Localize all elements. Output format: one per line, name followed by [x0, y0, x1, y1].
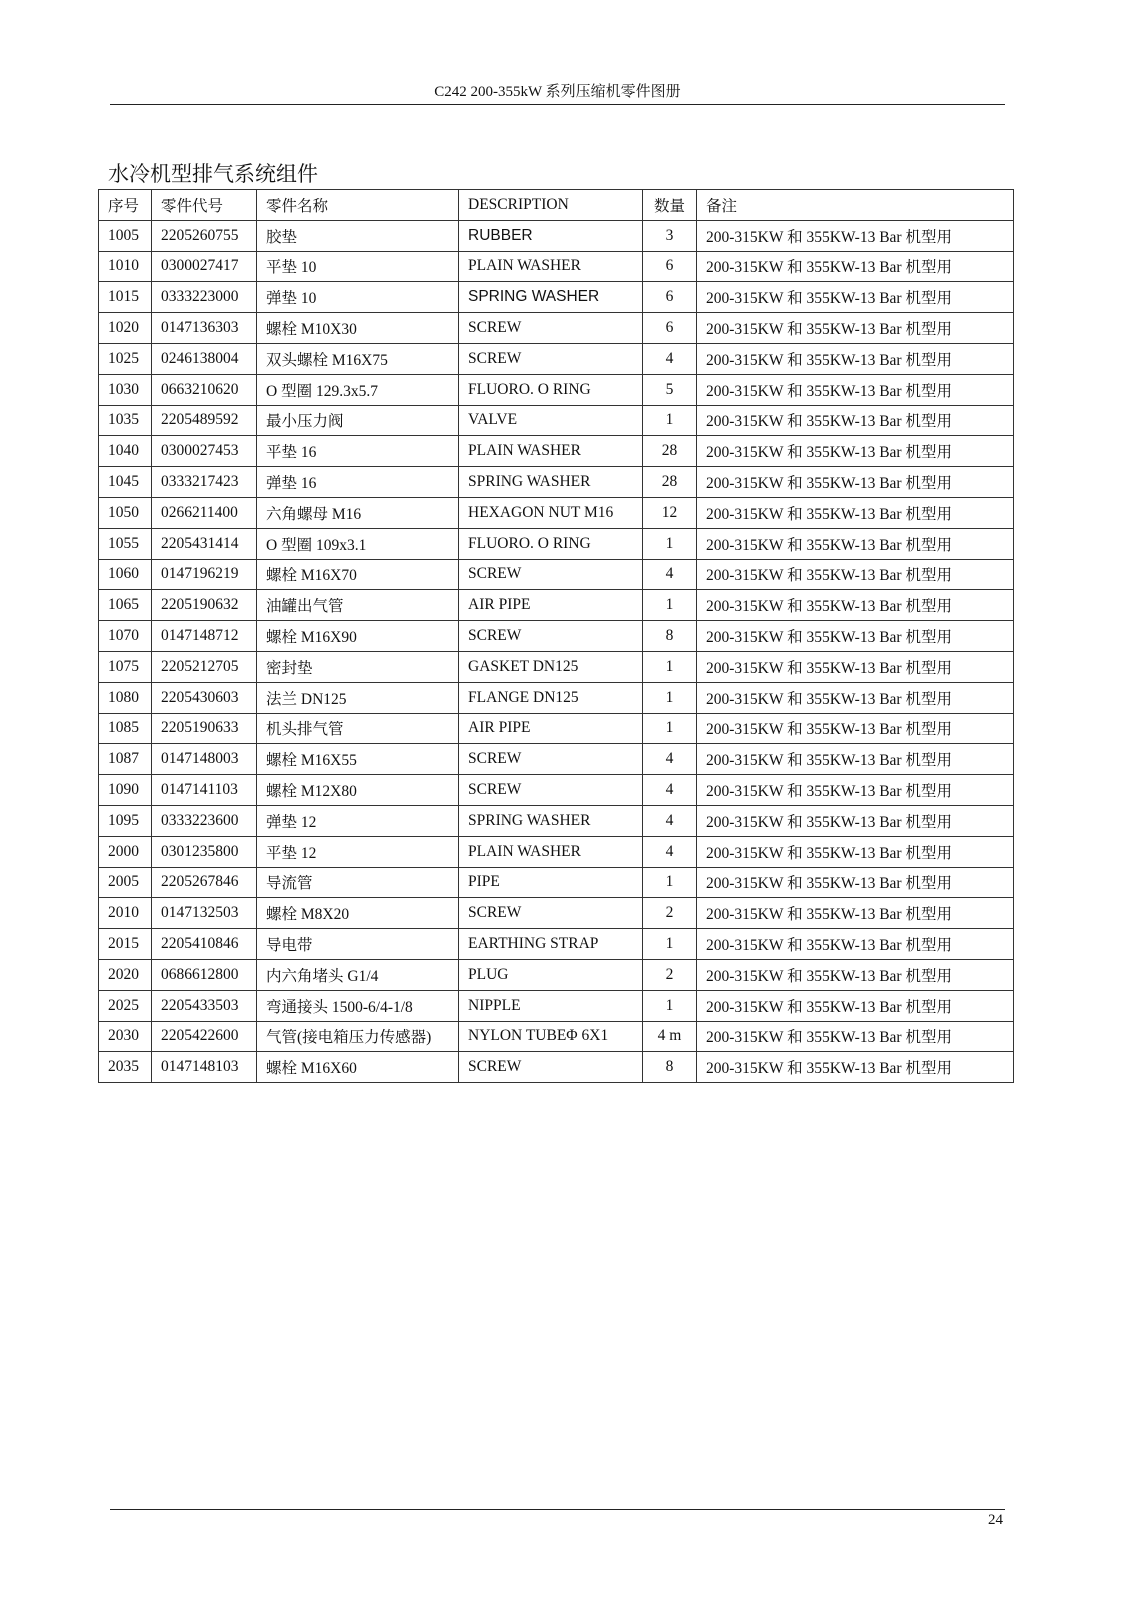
cell-quantity: 1 [643, 405, 697, 436]
cell-quantity: 2 [643, 959, 697, 990]
cell-part-name: 气管(接电箱压力传感器) [257, 1021, 459, 1052]
column-header-seq: 序号 [99, 190, 152, 221]
cell-part-name: 弯通接头 1500-6/4-1/8 [257, 990, 459, 1021]
cell-part-code: 2205430603 [152, 682, 257, 713]
cell-quantity: 5 [643, 374, 697, 405]
cell-seq: 1010 [99, 251, 152, 282]
cell-part-code: 2205260755 [152, 220, 257, 251]
table-row [99, 405, 1014, 436]
cell-description: HEXAGON NUT M16 [459, 497, 643, 528]
cell-description: NIPPLE [459, 990, 643, 1021]
cell-seq: 2005 [99, 867, 152, 898]
cell-part-name: 螺栓 M16X60 [257, 1052, 459, 1083]
cell-part-code: 2205433503 [152, 990, 257, 1021]
cell-description: FLANGE DN125 [459, 682, 643, 713]
cell-description: SCREW [459, 775, 643, 806]
table-row [99, 343, 1014, 374]
footer-rule [110, 1509, 1005, 1510]
cell-remarks: 200-315KW 和 355KW-13 Bar 机型用 [697, 590, 1014, 621]
cell-seq: 1090 [99, 775, 152, 806]
cell-remarks: 200-315KW 和 355KW-13 Bar 机型用 [697, 343, 1014, 374]
cell-seq: 1035 [99, 405, 152, 436]
cell-quantity: 1 [643, 929, 697, 960]
cell-seq: 1015 [99, 282, 152, 313]
cell-quantity: 1 [643, 990, 697, 1021]
cell-part-code: 2205489592 [152, 405, 257, 436]
table-row [99, 590, 1014, 621]
table-row [99, 1021, 1014, 1052]
page-number: 24 [988, 1512, 1003, 1528]
cell-part-code: 0301235800 [152, 836, 257, 867]
cell-seq: 1045 [99, 467, 152, 498]
cell-seq: 1020 [99, 313, 152, 344]
cell-quantity: 28 [643, 436, 697, 467]
cell-part-name: 机头排气管 [257, 713, 459, 744]
cell-seq: 2020 [99, 959, 152, 990]
cell-part-code: 2205190632 [152, 590, 257, 621]
cell-quantity: 4 [643, 744, 697, 775]
cell-quantity: 1 [643, 590, 697, 621]
document-header-title: C242 200-355kW 系列压缩机零件图册 [434, 84, 681, 100]
cell-description: SCREW [459, 898, 643, 929]
table-row [99, 374, 1014, 405]
cell-remarks: 200-315KW 和 355KW-13 Bar 机型用 [697, 867, 1014, 898]
cell-quantity: 8 [643, 621, 697, 652]
cell-part-code: 0266211400 [152, 497, 257, 528]
parts-table-body [99, 220, 1014, 1082]
cell-quantity: 1 [643, 651, 697, 682]
cell-quantity: 4 [643, 836, 697, 867]
cell-seq: 1030 [99, 374, 152, 405]
cell-remarks: 200-315KW 和 355KW-13 Bar 机型用 [697, 220, 1014, 251]
table-row [99, 621, 1014, 652]
cell-remarks: 200-315KW 和 355KW-13 Bar 机型用 [697, 1052, 1014, 1083]
cell-remarks: 200-315KW 和 355KW-13 Bar 机型用 [697, 251, 1014, 282]
cell-part-code: 0147196219 [152, 559, 257, 590]
cell-seq: 1040 [99, 436, 152, 467]
cell-seq: 1005 [99, 220, 152, 251]
cell-seq: 2015 [99, 929, 152, 960]
cell-description: SCREW [459, 621, 643, 652]
column-header-quantity: 数量 [643, 190, 697, 221]
cell-description: SPRING WASHER [459, 467, 643, 498]
cell-seq: 2000 [99, 836, 152, 867]
cell-part-name: 平垫 12 [257, 836, 459, 867]
cell-quantity: 6 [643, 282, 697, 313]
cell-quantity: 6 [643, 313, 697, 344]
cell-seq: 1065 [99, 590, 152, 621]
cell-seq: 1085 [99, 713, 152, 744]
table-header-row [99, 190, 1014, 221]
cell-quantity: 12 [643, 497, 697, 528]
cell-remarks: 200-315KW 和 355KW-13 Bar 机型用 [697, 775, 1014, 806]
table-row [99, 744, 1014, 775]
cell-part-code: 0300027453 [152, 436, 257, 467]
cell-seq: 2030 [99, 1021, 152, 1052]
cell-quantity: 1 [643, 682, 697, 713]
cell-description: SPRING WASHER [459, 805, 643, 836]
column-header-part-name: 零件名称 [257, 190, 459, 221]
cell-description: SPRING WASHER [459, 282, 643, 313]
cell-remarks: 200-315KW 和 355KW-13 Bar 机型用 [697, 282, 1014, 313]
table-row [99, 436, 1014, 467]
table-row [99, 559, 1014, 590]
table-row [99, 313, 1014, 344]
cell-seq: 1070 [99, 621, 152, 652]
cell-seq: 1025 [99, 343, 152, 374]
table-row [99, 929, 1014, 960]
cell-part-name: 螺栓 M10X30 [257, 313, 459, 344]
table-row [99, 713, 1014, 744]
cell-quantity: 4 [643, 775, 697, 806]
cell-quantity: 1 [643, 528, 697, 559]
cell-description: PLUG [459, 959, 643, 990]
cell-description: FLUORO. O RING [459, 374, 643, 405]
cell-remarks: 200-315KW 和 355KW-13 Bar 机型用 [697, 313, 1014, 344]
cell-part-code: 0333217423 [152, 467, 257, 498]
table-row [99, 651, 1014, 682]
cell-part-name: 螺栓 M8X20 [257, 898, 459, 929]
cell-part-name: 平垫 16 [257, 436, 459, 467]
column-header-part-code: 零件代号 [152, 190, 257, 221]
column-header-remarks: 备注 [697, 190, 1014, 221]
table-row [99, 836, 1014, 867]
cell-description: SCREW [459, 313, 643, 344]
cell-seq: 1060 [99, 559, 152, 590]
cell-part-name: O 型圈 129.3x5.7 [257, 374, 459, 405]
cell-description: PLAIN WASHER [459, 436, 643, 467]
cell-part-code: 2205431414 [152, 528, 257, 559]
table-row [99, 467, 1014, 498]
cell-description: AIR PIPE [459, 590, 643, 621]
section-title: 水冷机型排气系统组件 [108, 162, 318, 186]
table-row [99, 867, 1014, 898]
cell-remarks: 200-315KW 和 355KW-13 Bar 机型用 [697, 836, 1014, 867]
cell-quantity: 4 [643, 343, 697, 374]
cell-quantity: 3 [643, 220, 697, 251]
cell-part-name: 油罐出气管 [257, 590, 459, 621]
cell-remarks: 200-315KW 和 355KW-13 Bar 机型用 [697, 713, 1014, 744]
cell-description: PIPE [459, 867, 643, 898]
cell-part-code: 0147132503 [152, 898, 257, 929]
cell-part-code: 0333223600 [152, 805, 257, 836]
cell-remarks: 200-315KW 和 355KW-13 Bar 机型用 [697, 898, 1014, 929]
cell-part-code: 2205212705 [152, 651, 257, 682]
cell-part-name: 六角螺母 M16 [257, 497, 459, 528]
table-row [99, 959, 1014, 990]
cell-part-code: 0333223000 [152, 282, 257, 313]
cell-part-name: 密封垫 [257, 651, 459, 682]
cell-description: FLUORO. O RING [459, 528, 643, 559]
table-row [99, 220, 1014, 251]
cell-remarks: 200-315KW 和 355KW-13 Bar 机型用 [697, 436, 1014, 467]
cell-remarks: 200-315KW 和 355KW-13 Bar 机型用 [697, 559, 1014, 590]
cell-quantity: 4 [643, 805, 697, 836]
cell-part-code: 0147141103 [152, 775, 257, 806]
table-row [99, 497, 1014, 528]
cell-part-code: 0147148712 [152, 621, 257, 652]
cell-part-code: 0147136303 [152, 313, 257, 344]
cell-part-name: O 型圈 109x3.1 [257, 528, 459, 559]
cell-part-code: 2205267846 [152, 867, 257, 898]
cell-seq: 1080 [99, 682, 152, 713]
cell-quantity: 6 [643, 251, 697, 282]
cell-part-name: 双头螺栓 M16X75 [257, 343, 459, 374]
cell-part-name: 导电带 [257, 929, 459, 960]
table-row [99, 282, 1014, 313]
cell-remarks: 200-315KW 和 355KW-13 Bar 机型用 [697, 929, 1014, 960]
cell-seq: 2025 [99, 990, 152, 1021]
cell-description: SCREW [459, 1052, 643, 1083]
cell-remarks: 200-315KW 和 355KW-13 Bar 机型用 [697, 805, 1014, 836]
cell-part-code: 2205410846 [152, 929, 257, 960]
cell-part-code: 0663210620 [152, 374, 257, 405]
table-row [99, 990, 1014, 1021]
cell-seq: 2010 [99, 898, 152, 929]
cell-quantity: 4 m [643, 1021, 697, 1052]
cell-part-name: 弹垫 16 [257, 467, 459, 498]
table-row [99, 682, 1014, 713]
cell-remarks: 200-315KW 和 355KW-13 Bar 机型用 [697, 528, 1014, 559]
cell-part-name: 螺栓 M16X55 [257, 744, 459, 775]
cell-remarks: 200-315KW 和 355KW-13 Bar 机型用 [697, 467, 1014, 498]
cell-description: SCREW [459, 744, 643, 775]
table-row [99, 898, 1014, 929]
cell-part-name: 弹垫 10 [257, 282, 459, 313]
cell-part-code: 0246138004 [152, 343, 257, 374]
cell-remarks: 200-315KW 和 355KW-13 Bar 机型用 [697, 990, 1014, 1021]
cell-seq: 1075 [99, 651, 152, 682]
cell-part-code: 2205190633 [152, 713, 257, 744]
cell-description: VALVE [459, 405, 643, 436]
table-row [99, 775, 1014, 806]
cell-part-code: 0686612800 [152, 959, 257, 990]
cell-description: EARTHING STRAP [459, 929, 643, 960]
header-rule [110, 104, 1005, 105]
cell-part-name: 螺栓 M12X80 [257, 775, 459, 806]
table-row [99, 528, 1014, 559]
cell-quantity: 2 [643, 898, 697, 929]
cell-part-name: 弹垫 12 [257, 805, 459, 836]
cell-seq: 1055 [99, 528, 152, 559]
cell-seq: 1095 [99, 805, 152, 836]
cell-part-name: 螺栓 M16X70 [257, 559, 459, 590]
cell-part-name: 导流管 [257, 867, 459, 898]
cell-part-name: 最小压力阀 [257, 405, 459, 436]
cell-quantity: 28 [643, 467, 697, 498]
cell-remarks: 200-315KW 和 355KW-13 Bar 机型用 [697, 374, 1014, 405]
parts-table [98, 189, 1014, 1083]
cell-description: PLAIN WASHER [459, 251, 643, 282]
cell-quantity: 8 [643, 1052, 697, 1083]
cell-remarks: 200-315KW 和 355KW-13 Bar 机型用 [697, 621, 1014, 652]
cell-description: SCREW [459, 559, 643, 590]
table-row [99, 805, 1014, 836]
cell-description: RUBBER [459, 220, 643, 251]
cell-part-name: 平垫 10 [257, 251, 459, 282]
cell-description: GASKET DN125 [459, 651, 643, 682]
cell-quantity: 1 [643, 867, 697, 898]
cell-description: SCREW [459, 343, 643, 374]
cell-part-code: 2205422600 [152, 1021, 257, 1052]
cell-part-name: 螺栓 M16X90 [257, 621, 459, 652]
cell-description: AIR PIPE [459, 713, 643, 744]
table-row [99, 1052, 1014, 1083]
column-header-description: DESCRIPTION [459, 190, 643, 221]
cell-remarks: 200-315KW 和 355KW-13 Bar 机型用 [697, 405, 1014, 436]
cell-quantity: 1 [643, 713, 697, 744]
cell-part-name: 法兰 DN125 [257, 682, 459, 713]
cell-part-name: 胶垫 [257, 220, 459, 251]
cell-description: NYLON TUBEΦ 6X1 [459, 1021, 643, 1052]
cell-part-name: 内六角堵头 G1/4 [257, 959, 459, 990]
cell-description: PLAIN WASHER [459, 836, 643, 867]
cell-part-code: 0300027417 [152, 251, 257, 282]
cell-quantity: 4 [643, 559, 697, 590]
cell-remarks: 200-315KW 和 355KW-13 Bar 机型用 [697, 497, 1014, 528]
table-row [99, 251, 1014, 282]
cell-part-code: 0147148003 [152, 744, 257, 775]
cell-part-code: 0147148103 [152, 1052, 257, 1083]
cell-remarks: 200-315KW 和 355KW-13 Bar 机型用 [697, 744, 1014, 775]
cell-remarks: 200-315KW 和 355KW-13 Bar 机型用 [697, 682, 1014, 713]
cell-seq: 1050 [99, 497, 152, 528]
cell-remarks: 200-315KW 和 355KW-13 Bar 机型用 [697, 1021, 1014, 1052]
cell-seq: 1087 [99, 744, 152, 775]
cell-seq: 2035 [99, 1052, 152, 1083]
cell-remarks: 200-315KW 和 355KW-13 Bar 机型用 [697, 651, 1014, 682]
cell-remarks: 200-315KW 和 355KW-13 Bar 机型用 [697, 959, 1014, 990]
